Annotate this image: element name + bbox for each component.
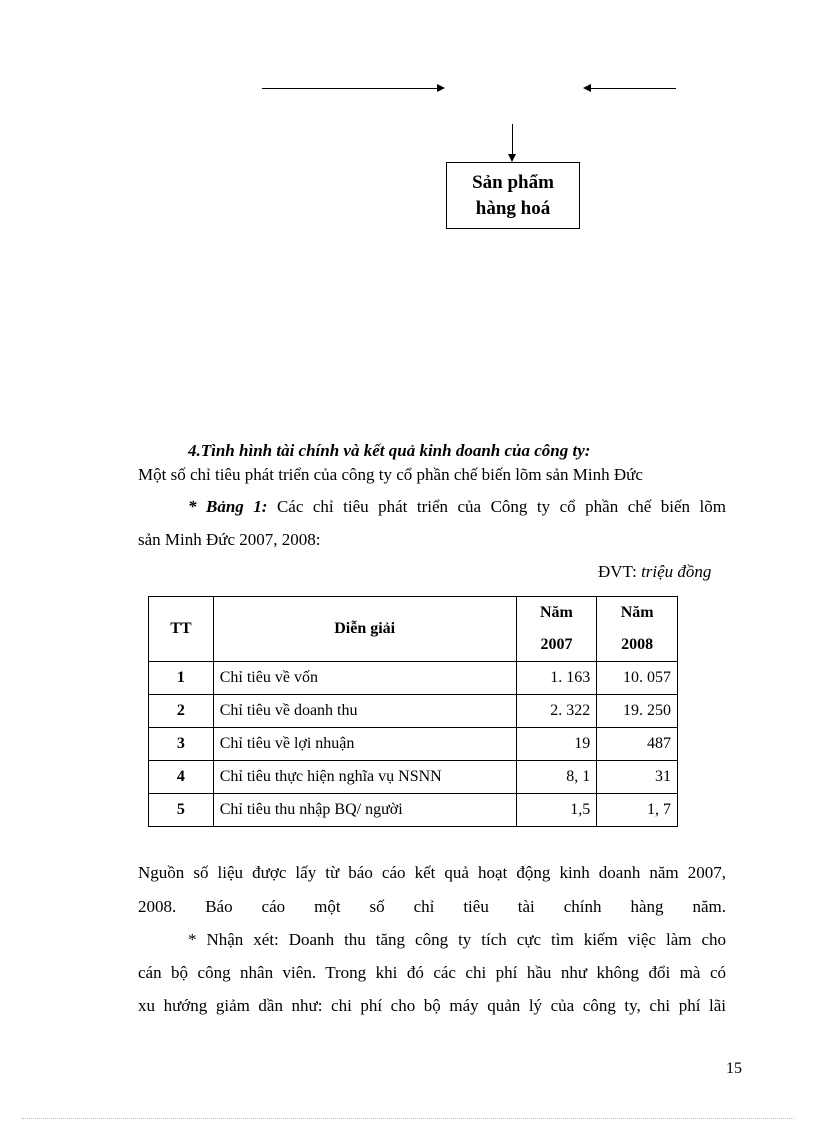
comment-line-2: cán bộ công nhân viên. Trong khi đó các chi phí hầu như không đổi mà có <box>138 963 726 982</box>
header-2008 <box>597 597 678 662</box>
row-desc: Chỉ tiêu về doanh thu <box>213 695 516 728</box>
row-value-2007: 1. 163 <box>516 662 597 695</box>
table-row <box>149 728 678 761</box>
row-value-2008: 487 <box>597 728 678 761</box>
indicators-table <box>148 596 678 827</box>
row-desc: Chỉ tiêu thu nhập BQ/ người <box>213 794 516 827</box>
row-value-2008: 10. 057 <box>597 662 678 695</box>
table-row <box>149 794 678 827</box>
product-box <box>446 162 580 229</box>
product-box-line1: Sản phẩm <box>472 171 554 193</box>
row-value-2007: 8, 1 <box>516 761 597 794</box>
row-tt: 4 <box>149 761 214 794</box>
right-arrowhead-icon <box>437 84 445 92</box>
row-tt: 3 <box>149 728 214 761</box>
unit-label: ĐVT: <box>598 562 637 581</box>
header-2007-line2: 2007 <box>540 636 573 653</box>
header-2008-line2: 2008 <box>621 636 654 653</box>
comment-line-3: xu hướng giảm dần như: chi phí cho bộ máy quản lý của công ty, chi phí lãi <box>138 996 726 1015</box>
product-box-line2: hàng hoá <box>475 197 551 219</box>
table-caption <box>188 496 726 518</box>
section-heading: 4.Tình hình tài chính và kết quả kinh doanh của công ty: <box>188 441 591 460</box>
table-row <box>149 761 678 794</box>
down-arrowhead-icon <box>508 154 516 162</box>
row-desc: Chỉ tiêu về lợi nhuận <box>213 728 516 761</box>
unit-value: triệu đồng <box>641 562 712 581</box>
left-arrowhead-icon <box>583 84 591 92</box>
row-tt: 2 <box>149 695 214 728</box>
left-arrow-line <box>262 88 438 89</box>
row-tt: 5 <box>149 794 214 827</box>
table-caption-text: Các chỉ tiêu phát triển của Công ty cổ phần chế biến lõm <box>276 497 726 516</box>
comment-line-1: * Nhận xét: Doanh thu tăng công ty tích cực tìm kiếm việc làm cho <box>188 930 726 949</box>
header-desc: Diễn giải <box>213 597 516 662</box>
right-arrow-line <box>590 88 676 89</box>
row-value-2007: 2. 322 <box>516 695 597 728</box>
down-arrow-line <box>512 124 513 156</box>
row-desc: Chỉ tiêu về vốn <box>213 662 516 695</box>
table-row <box>149 662 678 695</box>
row-value-2008: 1, 7 <box>597 794 678 827</box>
page-bottom-divider <box>22 1118 794 1119</box>
row-value-2007: 19 <box>516 728 597 761</box>
header-2008-line1: Năm <box>620 604 654 621</box>
row-value-2008: 31 <box>597 761 678 794</box>
header-2007-line1: Năm <box>539 604 573 621</box>
row-tt: 1 <box>149 662 214 695</box>
section-intro: Một số chỉ tiêu phát triển của công ty cổ phần chế biến lõm sản Minh Đức <box>138 465 643 484</box>
header-tt: TT <box>149 597 214 662</box>
page-number: 15 <box>726 1060 742 1077</box>
row-desc: Chỉ tiêu thực hiện nghĩa vụ NSNN <box>213 761 516 794</box>
table-caption-label: * Bảng 1: <box>188 497 268 516</box>
table-row <box>149 695 678 728</box>
unit-note <box>598 561 711 583</box>
table-caption-continued: sản Minh Đức 2007, 2008: <box>138 530 321 549</box>
source-line-1: Nguồn số liệu được lấy từ báo cáo kết quả hoạt động kinh doanh năm 2007, <box>138 863 726 882</box>
header-2007 <box>516 597 597 662</box>
row-value-2007: 1,5 <box>516 794 597 827</box>
row-value-2008: 19. 250 <box>597 695 678 728</box>
source-line-2: 2008. Báo cáo một số chỉ tiêu tài chính hàng năm. <box>138 897 726 916</box>
table-header-row <box>149 597 678 662</box>
